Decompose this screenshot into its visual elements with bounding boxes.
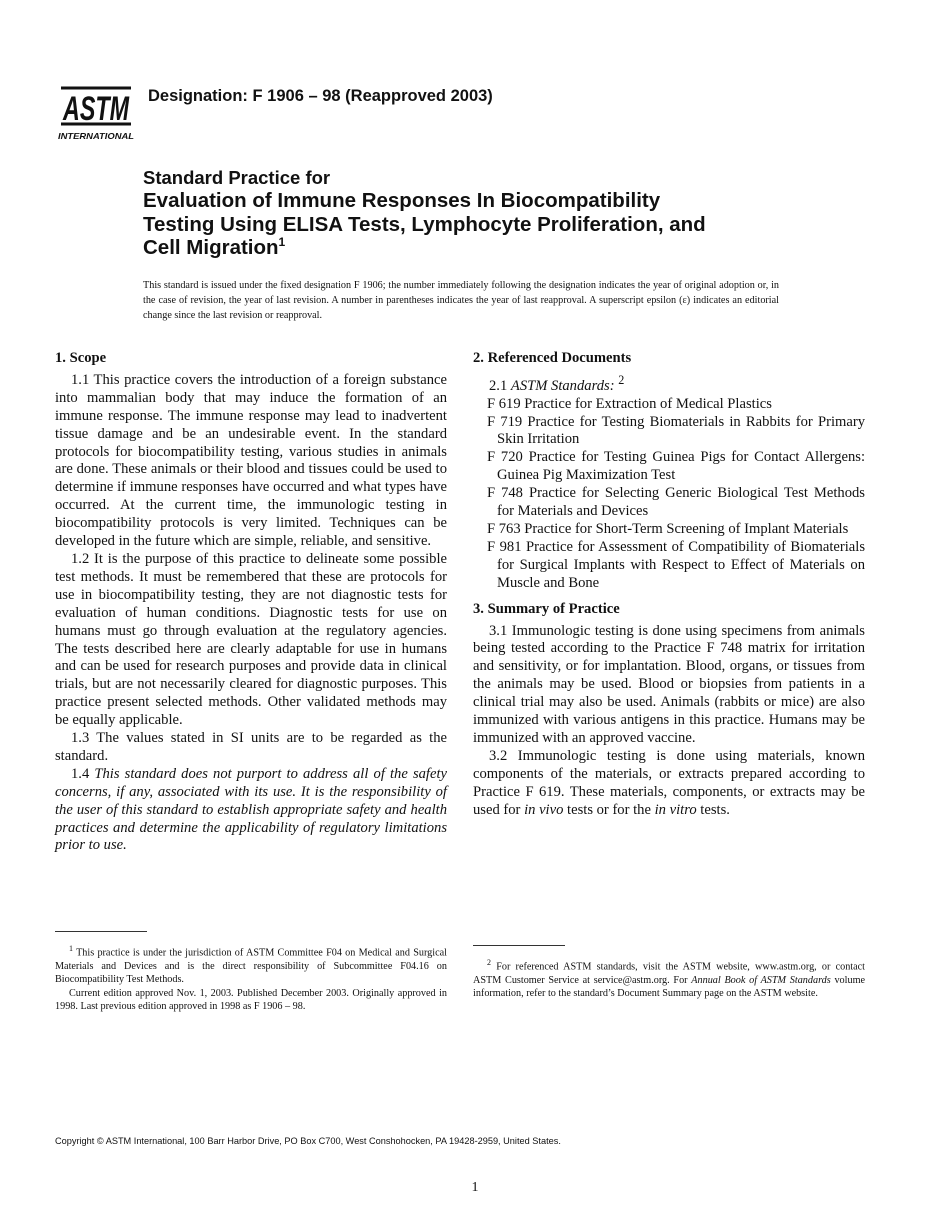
reference-item: F 719 Practice for Testing Biomaterials in Rabbits for Primary Skin Irritation — [487, 413, 865, 448]
scope-para-1-1: 1.1 This practice covers the introduction of a foreign substance into mammalian body that may induce the formation of an immune response. The immune response may lead to inadvertent tissue damage and be an undesirable event. In the standard protocols for biocompatibility testing, various studies in animals are done. These animals or their blood and tissues could be used to determine if immune responses have occurred and what types have occurred. At the current time, the immunologic testing in biocompatibility protocols is very limited. Techniques can be developed in the future which are simple, reliable, and sensitive. — [55, 371, 447, 550]
document-title — [143, 166, 823, 260]
title-line-1: Standard Practice for — [143, 167, 331, 188]
designation: Designation: F 1906 – 98 (Reapproved 2003) — [148, 87, 493, 105]
title-footnote-mark: 1 — [278, 235, 286, 249]
issued-note: This standard is issued under the fixed designation F 1906; the number immediately following the designation indicates the year of original adoption or, in the case of revision, the year of last revision. A number in parentheses indicates the year of last reapproval. A superscript epsilon (ε) indicates an editorial change since the last revision or reapproval. — [143, 280, 779, 322]
scope-para-1-2: 1.2 It is the purpose of this practice to delineate some possible test methods. It must be remembered that these are protocols for use in biocompatibility testing, they are not diagnostic tests for evaluation of human conditions. Diagnostic tests for use on humans must go through evaluation at the regulatory agencies. The tests described here are clearly adaptable for use in humans and can be used for research purposes and provide data in clinical trials, but are not necessarily cleared for diagnostic purposes. This practice present selected methods. Other validated methods may be equally applicable. — [55, 550, 447, 729]
title-line-2: Evaluation of Immune Responses In Biocompatibility — [143, 189, 661, 212]
reference-item: F 981 Practice for Assessment of Compatibility of Biomaterials for Surgical Implants with Respect to Effect of Materials on Muscle and Bone — [487, 538, 865, 591]
right-column — [473, 350, 865, 820]
references-subheading: 2.1 ASTM Standards: $^2$ — [489, 372, 625, 394]
logo-subtext: INTERNATIONAL — [58, 131, 134, 141]
title-line-4: Cell Migration — [143, 236, 279, 259]
left-column — [55, 350, 447, 855]
copyright-notice: Copyright © ASTM International, 100 Barr Harbor Drive, PO Box C700, West Conshohocken, PA 19428-2959, United States. — [55, 1136, 561, 1146]
summary-para-3-1: 3.1 Immunologic testing is done using specimens from animals being tested according to the Practice F 748 matrix for irritation and sensitivity, or for implantation. Blood, organs, or tissues from the animals may be used. Blood or biopsies from patients in a clinical trial may also be used. Animals (rabbits or mice) are also immunized with various antigens in this practice. Humans may be immunized with an approved vaccine. — [473, 622, 865, 746]
astm-logo — [55, 70, 137, 142]
logo-wordmark: ASTM — [62, 90, 130, 128]
footnote-rule-left — [55, 931, 147, 932]
footnote-rule-right — [473, 945, 565, 946]
scope-para-1-4 — [55, 766, 447, 856]
reference-item: F 720 Practice for Testing Guinea Pigs for Contact Allergens: Guinea Pig Maximization Test — [487, 449, 865, 484]
scope-para-1-3: 1.3 The values stated in SI units are to be regarded as the standard. — [55, 730, 447, 764]
scope-para-1-4-text: This standard does not purport to address all of the safety concerns, if any, associated with its use. It is the responsibility of the user of this standard to establish appropriate safety and health practices and determine the applicability of regulatory limitations prior to use. — [55, 765, 447, 854]
reference-item: F 748 Practice for Selecting Generic Biological Test Methods for Materials and Devices — [487, 485, 865, 520]
footnote-2: $^2$ For referenced ASTM standards, visit the ASTM website, www.astm.org, or contact ASTM Customer Service at service@astm.org. For Annual Book of ASTM Standards volume information, refer to the standard’s Document Summary page on the ASTM website. — [473, 958, 866, 1000]
references-heading: 2. Referenced Documents — [473, 350, 632, 366]
reference-item: F 619 Practice for Extraction of Medical Plastics — [487, 395, 772, 412]
summary-para-3-2: 3.2 Immunologic testing is done using materials, known components of the materials, or extracts prepared according to Practice F 619. These materials, components, or extracts may be used for in vivo tests or for the in vitro tests. — [473, 747, 865, 818]
page-number: 1 — [471, 1180, 479, 1195]
footnote-1: $^1$ This practice is under the jurisdiction of ASTM Committee F04 on Medical and Surgical Materials and Devices and is the direct responsibility of Subcommittee F04.16 on Biocompatibility Test Methods. Current edition approved Nov. 1, 2003. Published December 2003. Originally approved in 1998. Last previous edition approved in 1998 as F 1906 – 98. — [55, 944, 447, 1013]
summary-heading: 3. Summary of Practice — [473, 600, 620, 617]
scope-para-1-4-number: 1.4 — [71, 765, 90, 782]
reference-item: F 763 Practice for Short-Term Screening of Implant Materials — [487, 521, 849, 538]
scope-heading: 1. Scope — [55, 350, 107, 366]
title-line-3: Testing Using ELISA Tests, Lymphocyte Proliferation, and — [143, 212, 706, 236]
